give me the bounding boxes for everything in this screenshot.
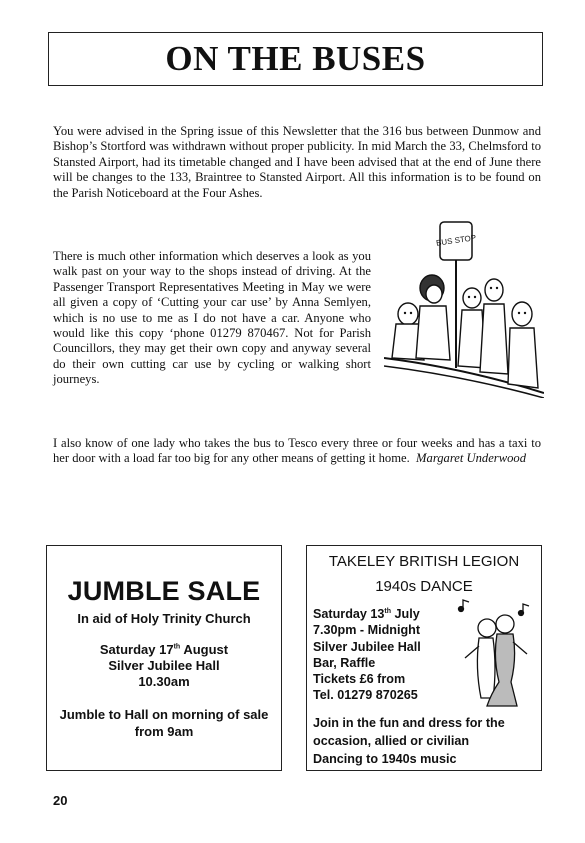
legion-telephone: Tel. 01279 870265 <box>313 688 418 703</box>
legion-details <box>313 606 463 704</box>
legion-tickets: Tickets £6 from <box>313 672 406 687</box>
legion-extras: Bar, Raffle <box>313 655 376 670</box>
page-title: ON THE BUSES <box>165 39 426 78</box>
author-signature: Margaret Underwood <box>416 451 526 466</box>
jumble-sale-advert <box>46 545 282 771</box>
title-box <box>48 32 543 86</box>
dancing-couple-illustration <box>457 598 537 712</box>
jumble-note: Jumble to Hall on morning of sale from 9am <box>59 707 269 739</box>
article-paragraph-1: You were advised in the Spring issue of this Newsletter that the 316 bus between Dunmow and Bishop’s Stortford was withdrawn without proper publicity. In mid March the 33, Chelmsford to Stansted Airport, had its timetable changed and I have been advised that at the end of June there will be changes to the 133, Braintree to Stansted Airport. All this information is to be found on the Parish Noticeboard at the Four Ashes. <box>53 124 541 200</box>
bus-queue-illustration <box>384 218 544 398</box>
bus-stop-sign: BUS STOP <box>435 233 477 248</box>
legion-time: 7.30pm - Midnight <box>313 623 421 638</box>
legion-venue: Silver Jubilee Hall <box>313 639 421 654</box>
page-number: 20 <box>53 793 68 808</box>
british-legion-advert <box>306 545 542 771</box>
legion-music-text: Dancing to 1940s music <box>313 752 457 766</box>
legion-heading-line-2: 1940s DANCE <box>375 578 473 595</box>
legion-join-text: Join in the fun and dress for the occasion, allied or civilian <box>313 716 505 748</box>
article-paragraph-2: There is much other information which deserves a look as you walk past on your way to the shops instead of driving. At the Passenger Transport Representatives Meeting in May we were all given a copy of ‘Cutting your car use’ by Anna Semlyen, which is no use to me as I do not have a car. Anyone who would like this copy ‘phone 01279 870467. Not for Parish Councillors, they may get their own copy and anyway several do their own cutting car use by cycling or walking short journeys. <box>53 249 371 387</box>
article-paragraph-3 <box>53 436 541 467</box>
jumble-venue: Silver Jubilee Hall <box>108 658 220 673</box>
legion-heading-line-1: TAKELEY BRITISH LEGION <box>328 553 520 570</box>
jumble-aid-line: In aid of Holy Trinity Church <box>77 611 251 626</box>
jumble-date: Saturday 17th August <box>99 642 229 657</box>
jumble-time: 10.30am <box>138 674 190 689</box>
article-paragraph-3-text: I also know of one lady who takes the bus to Tesco every three or four weeks and has a taxi to her door with a load far too big for any other means of getting it home. <box>53 436 541 466</box>
legion-date: Saturday 13th July <box>313 607 420 621</box>
legion-footer <box>313 714 539 768</box>
jumble-heading: JUMBLE SALE <box>67 576 261 606</box>
